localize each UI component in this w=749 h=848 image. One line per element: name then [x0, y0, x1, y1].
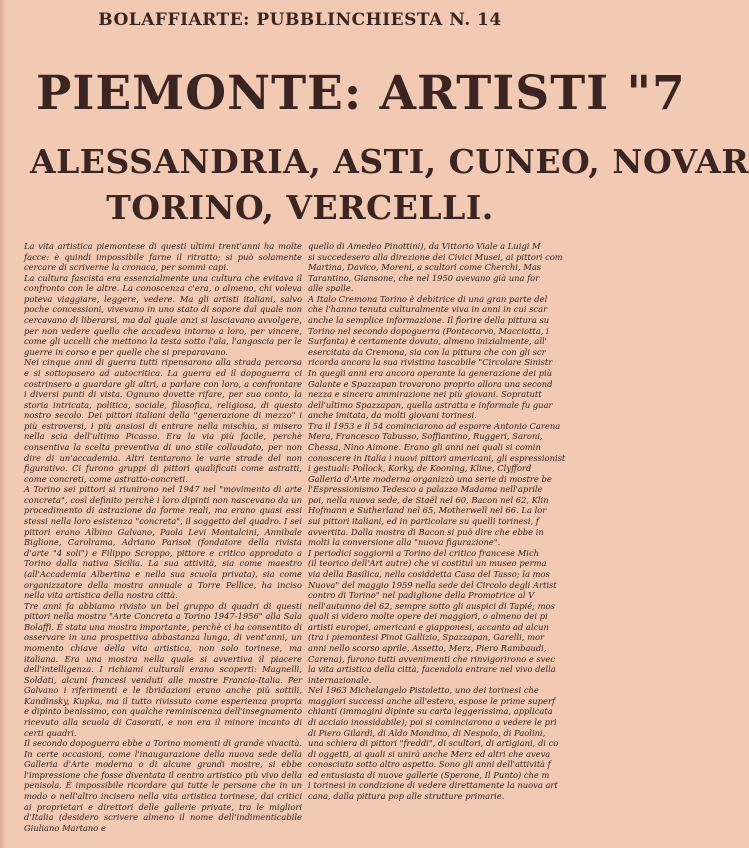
text-line: Nuova" del maggio 1959 nella sede del Circolo degli Artist	[308, 579, 557, 590]
text-line: conosciuto sotto altro aspetto. Sono gli anni dell'attività f	[308, 759, 551, 770]
text-line: che l'hanno tenuta culturalmente viva in anni in cui scar	[308, 304, 548, 315]
text-line: anche la semplice informazione. Il fiorire della pittura su	[308, 315, 550, 326]
text-line: Tarantino, Giansone, che nel 1950 avevano già una for	[308, 272, 540, 283]
text-line: l'Espressionismo Tedesco a palazzo Madama nell'aprile	[308, 484, 543, 495]
text-line: Chessa, Nino Aimone. Erano gli anni nei quali si comin	[308, 441, 541, 452]
text-line: poi, nella nuova sede, de Staël nel 60, Bacon nel 62, Klin	[308, 494, 549, 505]
text-line: Hofmann e Sutherland nel 65, Motherwell nel 66. La lor	[308, 505, 547, 516]
text-line: anche imitata, da molti giovani torinesi.	[308, 410, 477, 421]
text-line: A Italo Cremona Torino è debitrice di una gran parte del	[308, 293, 548, 304]
text-line: ed entusiasta di nuove gallerie (Sperone, Il Punto) che m	[308, 769, 550, 780]
text-line: maggiori successi anche all'estero, espose le prime superf	[308, 695, 556, 706]
text-line: Tra il 1953 e il 54 cominciarono ad esporre Antonio Carena	[308, 420, 561, 431]
paragraph: Nei cinque anni di guerra tutti ripensarono alla strada percorsa e si sottoposero ad autocritica. La guerra ed il dopoguerra ci costrinsero a guardare gli altri, a parlare con loro, a confrontare i diversi punti di vista. Ognuno dovette rifare, per suo conto, la storia intricata, politica, sociale, filosofica, religiosa, di questo nostro secolo. Dei pittori italiani della "generazione di mezzo" i più estroversi, i più ansiosi di entrare nella mischia, si misero nella scia dell'ultimo Picasso. Era la via più facile, perchè consentiva la scelta preventiva di uno stile collaudato, per non dire di un'accademia. Altri tentarono le varie strade del non figurativo. Ci furono gruppi di pittori qualificati come astratti, come concreti, come astratto-concreti.	[24, 357, 302, 484]
paragraph: La cultura fascista era essenzialmente una cultura che evitava il confronto con le altre. La conoscenza c'era, o almeno, chi voleva poteva viaggiare, leggere, vedere. Ma gli artisti italiani, salvo poche concessioni, vivevano in uno stato di sopore dal quale non cercavano di liberarsi, ma dal quale anzi si lasciavano avvolgere, per non vedere quello che accadeva intorno a loro, per vincere, come gli uccelli che mettono la testa sotto l'ala, l'angoscia per le guerre in corso e per quelle che si preparavano.	[24, 272, 302, 357]
text-line: nezza e sincera ammirazione nei più giovani. Sopratutt	[308, 389, 542, 400]
text-line: Nel 1963 Michelangelo Pistoletto, uno dei torinesi che	[308, 685, 539, 696]
text-line: Carena), furono tutti avvenimenti che rinvigorirono e svec	[308, 653, 556, 664]
left-text-column	[24, 241, 302, 836]
text-line: quello di Amedeo Pinottini), da Vittorio Viale a Luigi M	[308, 241, 541, 251]
text-line: Surfanta) è certamente dovuto, almeno inizialmente, all'	[308, 336, 547, 347]
text-line: i torinesi in condizione di vedere direttamente la nuova art	[308, 780, 558, 791]
text-line: In quegli anni era ancora operante la generazione dei più	[308, 367, 553, 378]
text-line: Martina, Davico, Moreni, a scultori come Cherchi, Mas	[308, 262, 542, 273]
text-line: la vita artistica della città, facendola entrare nel vivo della	[308, 664, 556, 675]
magazine-header: BOLAFFIARTE: PUBBLINCHIESTA N. 14	[98, 10, 502, 30]
text-line: contro di Torino" nel padiglione della Promotrice al V	[308, 590, 535, 601]
text-line: esercitata da Cremona, sia con la pittura che con gli scr	[308, 346, 546, 357]
text-line: i gestuali: Pollock, Korky, de Kooning, Kline, Clyfford	[308, 463, 532, 474]
text-line: anni nello scorso aprile, Assetto, Merz, Piero Rambaudi,	[308, 642, 547, 653]
text-line: si succedesero alla direzione dei Civici Musei, ai pittori com	[308, 251, 563, 262]
text-line: di Piero Gilardi, di Aldo Mondino, di Nespolo, di Paolini,	[308, 727, 546, 738]
text-line: I periodici soggiorni a Torino del critico francese Mich	[308, 547, 540, 558]
text-line: alle spalle.	[308, 283, 354, 294]
page-edge-shadow	[0, 0, 6, 848]
text-line: avvertita. Dalla mostra di Bacon si può dire che ebbe in	[308, 526, 544, 537]
text-line: via della Basilica, nella cosiddetta Casa del Tasso; la mos	[308, 568, 550, 579]
text-line: di acciaio inossidabile); poi si cominciarono a vedere le pri	[308, 717, 557, 728]
paragraph: Tre anni fa abbiamo rivisto un bel gruppo di quadri di questi pittori nella mostra "Arte Concreta a Torino 1947-1956" alla Sala Bolaffi. È stata una mostra importante, perchè ci ha consentito di osservare in una prospettiva abbastanza lunga, di vent'anni, un momento chiave della vita artistica, non solo torinese, ma italiana. Era una mostra nella quale si avvertiva il piacere dell'intelligenza. I richiami culturali erano scoperti: Magnelli, Soldati, alcuni francesi venduti alle mostre Francia-Italia. Per Galvano i riferimenti e le ibridazioni erano anche più sottili, Kandinsky, Kupka, ma il tutto rivissuto come esperienza propria e dipinto benissimo, con qualche reminiscenza dell'insegnamento ricevuto alla scuola di Casorati, e non era il minore incanto di certi quadri.	[24, 600, 302, 738]
text-line: dell'ultimo Spazzapan, quella astratta e informale fu guar	[308, 399, 553, 410]
paragraph: Il secondo dopoguerra ebbe a Torino momenti di grande vivacità. In certe occasioni, come l'inaugurazione della nuova sede della Galleria d'Arte moderna o di alcune grandi mostre, si ebbe l'impressione che fosse diventata il centro artistico più vivo della penisola. È impossibile ricordare qui tutte le persone che in un modo o nell'altro incisero nella vita artistica torinese, dai critici ai proprietari e direttori delle gallerie private, tra le migliori d'Italia (desidero scrivere almeno il nome dell'indimenticabile Giuliano Martano e	[24, 738, 302, 833]
text-line: sui pittori italiani, ed in particolare su quelli torinesi, f	[308, 516, 539, 527]
text-line: cana, dalla pittura pop alle strutture primarie.	[308, 791, 505, 802]
paragraph: La vita artistica piemontese di questi ultimi trent'anni ha molte facce: è quindi impossibile farne il ritratto; si può solamente cercare di scriverne la cronaca, per sommi capi.	[24, 241, 302, 273]
text-line: Galleria d'Arte moderna organizzò una serie di mostre be	[308, 473, 552, 484]
text-line: quali si videro molte opere dei maggiori, o almeno dei pi	[308, 611, 548, 622]
article-subtitle-line-1: ALESSANDRIA, ASTI, CUNEO, NOVAR	[30, 142, 749, 181]
text-line: artisti europei, americani e giapponesi, accanto ad alcun	[308, 621, 549, 632]
text-line: Torino nel secondo dopoguerra (Pontecorvo, Macciotta, i	[308, 325, 549, 336]
text-line: Galante e Spazzapan trovarono proprio allora una second	[308, 378, 553, 389]
text-line: (il teorico dell'Art autre) che vi costituì un museo perma	[308, 558, 547, 569]
text-line: nell'autunno del 62, sempre sotto gli auspici di Tapié; mos	[308, 600, 555, 611]
text-line: di oggetti, ai quali si unirà anche Merz ed altri che aveva	[308, 748, 551, 759]
text-line: internazionale.	[308, 674, 372, 685]
article-subtitle-line-2: TORINO, VERCELLI.	[106, 188, 494, 227]
paragraph: A Torino sei pittori si riunirono nel 1947 nel "movimento di arte concreta", così definito perchè i loro dipinti non nascevano da un procedimento di astrazione da forme reali, ma erano quasi essi stessi nella loro esistenza "concreta", il soggetto del quadro. I sei pittori erano Albino Galvano, Paola Levi Montalcini, Annibale Biglione, Carolrama, Adriano Parisot (fondatore della rivista d'arte "4 soli") e Filippo Scroppo, pittore e critico approdato a Torino dalla nativa Sicilia. La sua attività, sia come maestro (all'Accademia Albertina e nella sua scuola privata), sia come organizzatore della mostra annuale a Torre Pellice, ha inciso nella vita artistica della nostra città.	[24, 484, 302, 601]
text-line: chianti (immagini dipinte su carta leggerissima, applicata	[308, 706, 553, 717]
text-line: una schiera di pittori "freddi", di scultori, di artigiani, di co	[308, 738, 559, 749]
text-line: conoscere in Italia i nuovi pittori americani, gli espressionist	[308, 452, 566, 463]
text-line: (tra i piemontesi Pinot Gallizio, Spazzapan, Garelli, mor	[308, 632, 545, 643]
text-line: molti la conversione alla "nuova figurazione".	[308, 537, 501, 548]
article-title: PIEMONTE: ARTISTI "7	[36, 66, 686, 121]
text-line: Mera, Francesco Tabusso, Soffiantino, Ruggeri, Saroni,	[308, 431, 543, 442]
right-text-column	[308, 241, 600, 836]
text-line: ricorda ancora la sua rivistina tascabile "Circolare Sinistr	[308, 357, 553, 368]
